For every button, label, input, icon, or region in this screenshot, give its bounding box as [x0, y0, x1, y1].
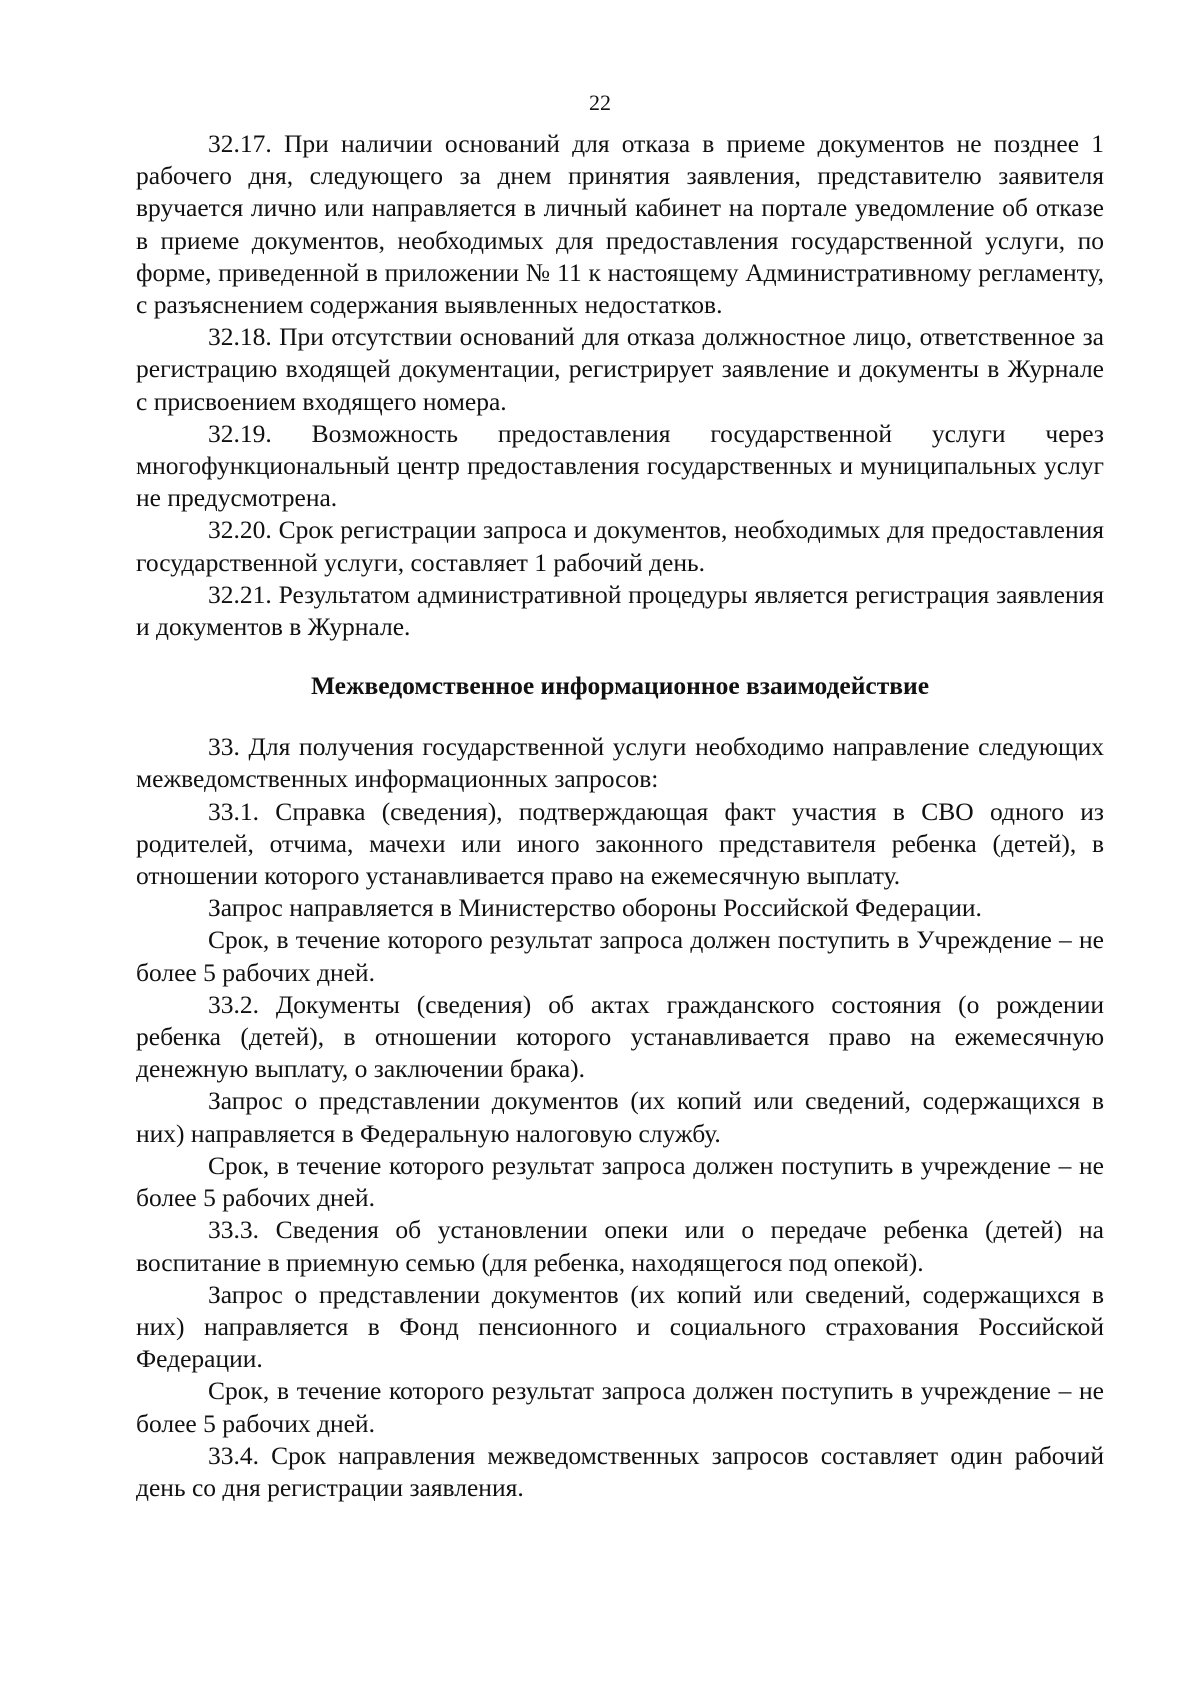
paragraph-33-1-request: Запрос направляется в Министерство обороны Российской Федерации. [208, 893, 982, 923]
paragraph-33-2-request: Запрос о представлении документов (их копий или сведений, содержащихся в них) направляется в Федеральную налоговую службу. [136, 1086, 1104, 1148]
paragraph-33-2-deadline: Срок, в течение которого результат запроса должен поступить в учреждение – не более 5 рабочих дней. [136, 1150, 1104, 1213]
paragraph-33-3: 33.3. Сведения об установлении опеки или о передаче ребенка (детей) на воспитание в приемную семью (для ребенка, находящегося под опекой). [136, 1215, 1104, 1277]
paragraph-32-21: 32.21. Результатом административной процедуры является регистрация заявления и документов в Журнале. [136, 579, 1104, 642]
paragraph-33-3-deadline: Срок, в течение которого результат запроса должен поступить в учреждение – не более 5 рабочих дней. [136, 1376, 1104, 1438]
paragraph-33: 33. Для получения государственной услуги необходимо направление следующих межведомственных информационных запросов: [136, 732, 1104, 794]
section-heading: Межведомственное информационное взаимодействие [310, 671, 930, 701]
document-body [136, 128, 1104, 1504]
paragraph-33-1: 33.1. Справка (сведения), подтверждающая факт участия в СВО одного из родителей, отчима, мачехи или иного законного представителя ребенка (детей), в отношении которого устанавливается право на ежемесячную выплату. [136, 796, 1104, 891]
paragraph-32-17: 32.17. При наличии оснований для отказа в приеме документов не позднее 1 рабочего дня, следующего за днем принятия заявления, представителю заявителя вручается лично или направляется в личный кабинет на портале уведомление об отказе в приеме документов, необходимых для предоставления государственной услуги, по форме, приведенной в приложении № 11 к настоящему Административному регламенту, с разъяснением содержания выявленных недостатков. [136, 129, 1104, 320]
paragraph-33-3-request: Запрос о представлении документов (их копий или сведений, содержащихся в них) направляется в Фонд пенсионного и социального страхования Российской Федерации. [136, 1279, 1104, 1374]
paragraph-33-1-deadline: Срок, в течение которого результат запроса должен поступить в Учреждение – не более 5 рабочих дней. [136, 925, 1104, 987]
paragraph-33-2: 33.2. Документы (сведения) об актах гражданского состояния (о рождении ребенка (детей), в отношении которого устанавливается право на ежемесячную денежную выплату, о заключении брака). [136, 989, 1104, 1084]
paragraph-32-20: 32.20. Срок регистрации запроса и документов, необходимых для предоставления государственной услуги, составляет 1 рабочий день. [136, 515, 1104, 577]
page-number: 22 [589, 90, 611, 115]
paragraph-32-19: 32.19. Возможность предоставления государственной услуги через многофункциональный центр предоставления государственных и муниципальных услуг не предусмотрена. [136, 418, 1104, 513]
paragraph-32-18: 32.18. При отсутствии оснований для отказа должностное лицо, ответственное за регистрацию входящей документации, регистрирует заявление и документы в Журнале с присвоением входящего номера. [136, 322, 1104, 416]
paragraph-33-4: 33.4. Срок направления межведомственных запросов составляет один рабочий день со дня регистрации заявления. [136, 1440, 1104, 1502]
